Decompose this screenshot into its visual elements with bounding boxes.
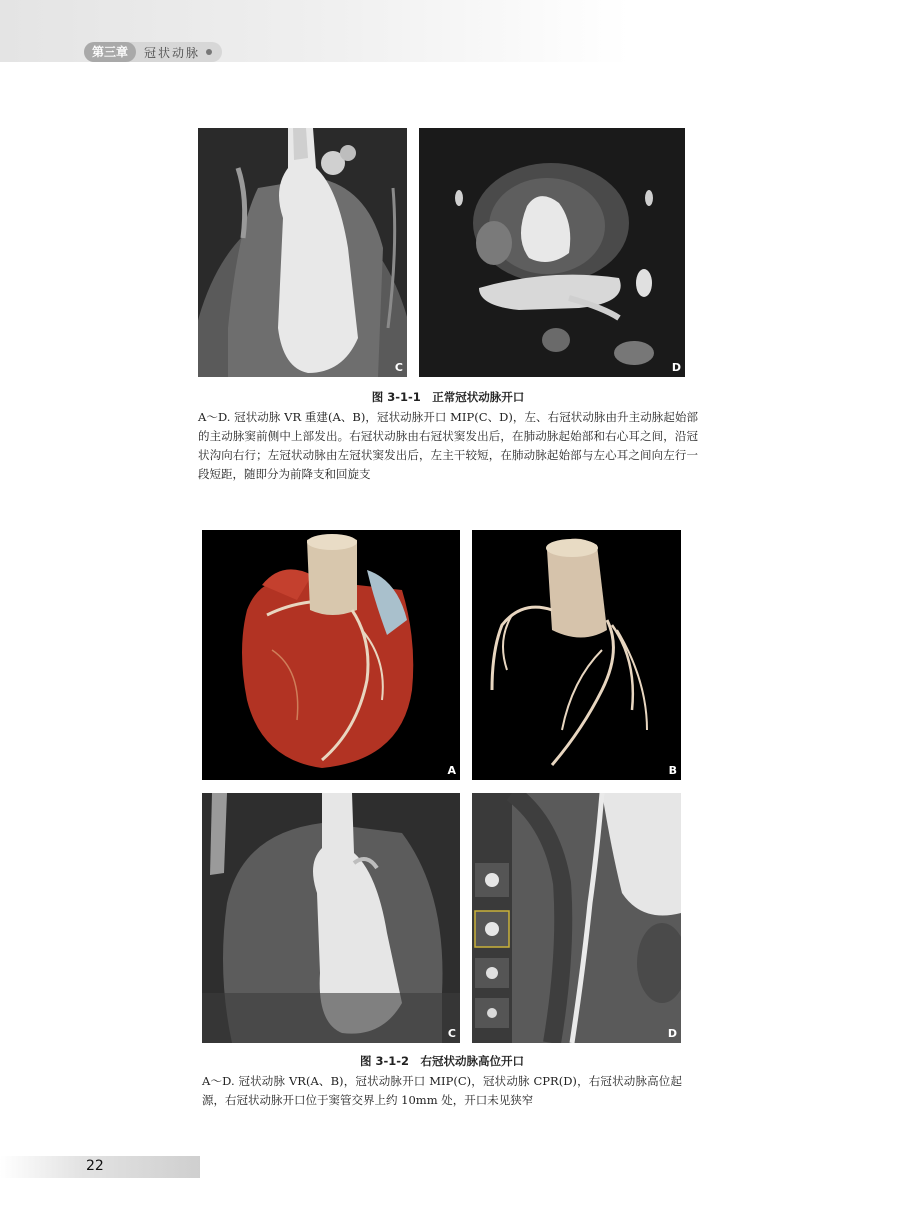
- figure2-panel-c: [202, 793, 460, 1043]
- chapter-tab: [84, 42, 222, 62]
- figure1-title: 图 3-1-1 正常冠状动脉开口: [371, 390, 525, 404]
- ct-mip-ostium-image: [202, 793, 460, 1043]
- figure1-panel-c: [198, 128, 407, 377]
- panel-label: D: [671, 361, 681, 374]
- vr-coronary-tree-image: [472, 530, 681, 780]
- figure2-title: 图 3-1-2 右冠状动脉高位开口: [359, 1054, 525, 1068]
- figure2-panel-a: [202, 530, 460, 780]
- ct-axial-mip-image: [419, 128, 685, 377]
- figure1-caption-block: [198, 388, 698, 484]
- panel-label: D: [667, 1027, 677, 1040]
- panel-label: C: [394, 361, 403, 374]
- chapter-dot-icon: [206, 49, 212, 55]
- ct-coronal-mip-image: [198, 128, 407, 377]
- panel-label: C: [447, 1027, 456, 1040]
- figure2-panel-b: [472, 530, 681, 780]
- ct-cpr-image: [472, 793, 681, 1043]
- vr-heart-image: [202, 530, 460, 780]
- chapter-title: 冠状动脉: [144, 45, 201, 60]
- figure2-caption-block: [202, 1052, 682, 1110]
- figure1-caption: A～D. 冠状动脉 VR 重建(A、B)，冠状动脉开口 MIP(C、D)，左、右冠状动脉由升主动脉起始部的主动脉窦前侧中上部发出。右冠状动脉由右冠状窦发出后，在肺动脉起始部和右心耳之间，沿冠状沟向右行；左冠状动脉由左冠状窦发出后，左主干较短，在肺动脉起始部与左心耳之间向左行一段短距，随即分为前降支和回旋支: [198, 410, 698, 481]
- panel-label: B: [668, 764, 677, 777]
- chapter-number: 第三章: [84, 42, 136, 62]
- figure1-panel-d: [419, 128, 685, 377]
- page-number: 22: [86, 1158, 104, 1174]
- figure2-caption: A～D. 冠状动脉 VR(A、B)，冠状动脉开口 MIP(C)，冠状动脉 CPR(D)，右冠状动脉高位起源，右冠状动脉开口位于窦管交界上约 10mm 处，开口未见狭窄: [202, 1074, 682, 1107]
- figure2-panel-d: [472, 793, 681, 1043]
- panel-label: A: [447, 764, 456, 777]
